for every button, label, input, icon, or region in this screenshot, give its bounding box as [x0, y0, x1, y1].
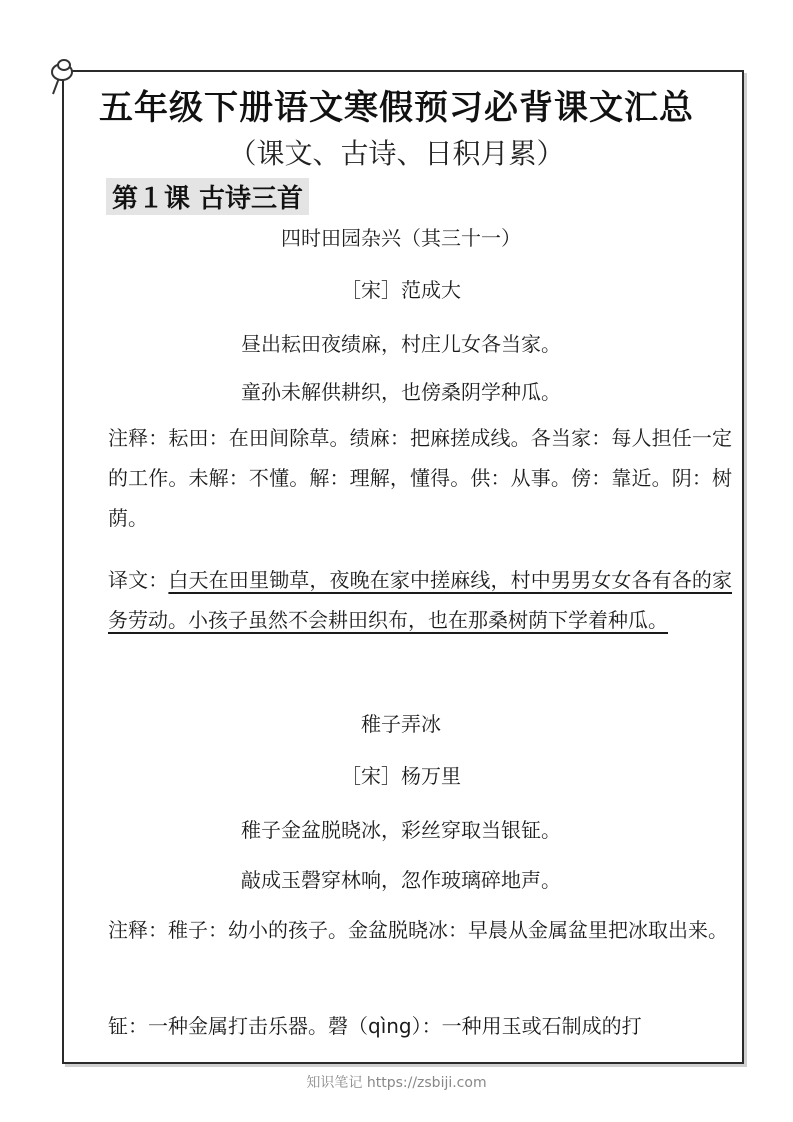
poem-author: ［宋］杨万里: [341, 764, 461, 788]
poem-line: 童孙未解供耕织，也傍桑阴学种瓜。: [241, 380, 561, 404]
poem-author: ［宋］范成大: [341, 278, 461, 302]
poem-translation: [108, 560, 732, 640]
translation-text: 白天在田里锄草，夜晚在家中搓麻线，村中男男女女各有各的家务劳动。小孩子虽然不会耕田织布，也在那桑树荫下学着种瓜。: [108, 568, 733, 632]
poem-title: 四时田园杂兴（其三十一）: [281, 226, 521, 250]
page-footer: 知识笔记 https://zsbiji.com: [306, 1075, 487, 1091]
page-subtitle: （课文、古诗、日积月累）: [228, 137, 565, 170]
page-title: 五年级下册语文寒假预习必背课文汇总: [99, 88, 694, 128]
translation-label: 译文：: [108, 568, 169, 592]
poem-notes: 注释：耘田：在田间除草。绩麻：把麻搓成线。各当家：每人担任一定的工作。未解：不懂。解：理解，懂得。供：从事。傍：靠近。阴：树荫。: [108, 426, 732, 530]
poem-line: 敲成玉磬穿林响，忽作玻璃碎地声。: [241, 868, 561, 892]
poem-line: 稚子金盆脱晓冰，彩丝穿取当银钲。: [241, 818, 561, 842]
poem-notes: 钲：一种金属打击乐器。磬（qìng）：一种用玉或石制成的打: [108, 1014, 642, 1038]
poem-title: 稚子弄冰: [361, 712, 441, 736]
poem-notes: 注释：稚子：幼小的孩子。金盆脱晓冰：早晨从金属盆里把冰取出来。: [108, 918, 728, 942]
lesson-heading: 第１课 古诗三首: [106, 178, 309, 215]
poem-line: 昼出耘田夜绩麻，村庄儿女各当家。: [241, 332, 561, 356]
